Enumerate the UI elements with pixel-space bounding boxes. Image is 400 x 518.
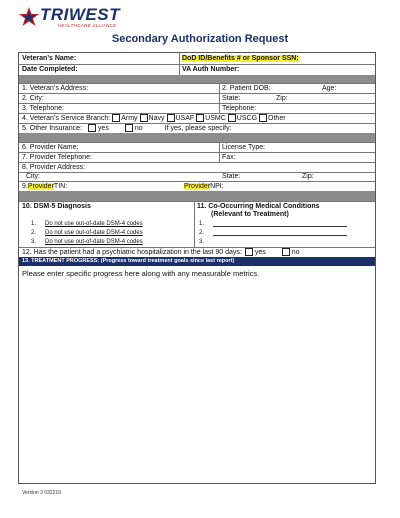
treatment-progress-prompt: Please enter specific progress here along with any measurable metrics. [22,269,260,278]
other-branch-checkbox[interactable] [259,114,267,122]
dsm5-item-num: 2. [31,229,37,236]
uscg-checkbox[interactable] [228,114,236,122]
usmc-label: USMC [205,114,226,122]
dsm5-item-text: Do not use out-of-date DSM-4 codes [45,238,143,245]
dsm5-item-text: Do not use out-of-date DSM-4 codes [45,229,143,236]
age-label: Age: [322,84,337,92]
provider-npi-field[interactable] [181,181,375,191]
hospitalization-no-checkbox[interactable] [282,248,290,256]
tin-prefix: 9. [22,182,28,190]
patient-dob-label: 2. Patient DOB: [222,84,271,92]
dsm5-list [31,219,143,246]
insurance-yes-label: yes [97,124,109,132]
provider-city-field[interactable] [23,172,219,181]
insurance-no-label: no [134,124,143,132]
hospitalization-field [19,247,375,257]
dsm5-item[interactable] [31,228,143,237]
co-occurring-list [199,219,347,246]
tin-label: TIN: [53,182,68,190]
navy-checkbox[interactable] [140,114,148,122]
veterans-name-field[interactable] [19,53,179,64]
veterans-name-label: Veteran’s Name: [22,55,77,62]
insurance-yes-checkbox[interactable] [88,124,96,132]
veteran-city-field[interactable] [19,93,219,103]
veteran-telephone2-field[interactable] [219,103,375,113]
army-checkbox[interactable] [112,114,120,122]
license-type-label: License Type: [222,143,266,151]
veteran-zip-field[interactable] [273,93,375,103]
usmc-checkbox[interactable] [196,114,204,122]
veteran-state-label: State: [222,94,241,102]
co-occurring-heading-2: (Relevant to Treatment) [211,211,289,218]
navy-label: Navy [148,114,165,122]
triwest-logo [18,5,138,31]
provider-zip-label: Zip: [302,173,314,180]
co-occurring-num: 3. [199,238,205,245]
dsm5-heading-text: 10. DSM-5 Diagnosis [22,202,91,210]
treatment-progress-header [19,257,375,266]
veteran-telephone2-label: Telephone: [222,104,257,112]
usaf-label: USAF [175,114,195,122]
hospitalization-yes-label: yes [254,248,266,256]
insurance-specify-label: If yes, please specify: [164,124,232,132]
veteran-address-field[interactable] [19,83,219,93]
uscg-label: USCG [236,114,258,122]
authorization-form [18,52,376,484]
dsm5-item[interactable] [31,237,143,246]
provider-name-field[interactable] [19,142,219,152]
dsm5-heading [19,201,189,211]
hospitalization-no-label: no [291,248,300,256]
dod-id-label: DoD ID/Benefits # or Sponsor SSN: [182,55,299,62]
other-insurance-field [19,123,375,133]
logo-tagline: HEALTHCARE ALLIANCE [58,23,117,28]
veteran-state-field[interactable] [219,93,273,103]
npi-label: NPI: [210,182,224,190]
usaf-checkbox[interactable] [167,114,175,122]
diagnosis-row [19,201,375,248]
provider-telephone-field[interactable] [19,152,219,162]
dsm5-item-num: 3. [31,238,37,245]
dsm5-item-num: 1. [31,220,37,227]
license-type-field[interactable] [219,142,375,152]
page-title: Secondary Authorization Request [111,33,289,45]
service-branch-field [19,113,375,123]
provider-address-label: 8. Provider Address: [22,163,86,171]
provider-state-field[interactable] [219,172,299,181]
hospitalization-question: 12. Has the patient had a psychiatric hospitalization in the last 90 days: [22,248,242,256]
dsm5-item-text: Do not use out-of-date DSM-4 codes [45,220,143,227]
co-occurring-heading-1: 11. Co-Occurring Medical Conditions [197,203,320,210]
veteran-zip-label: Zip: [276,94,288,102]
provider-fax-field[interactable] [219,152,375,162]
tin-highlight: Provider [27,182,54,190]
co-occurring-num: 2. [199,229,205,236]
co-occurring-heading [197,203,320,218]
service-branch-label: 4. Veteran’s Service Branch: [22,114,111,122]
date-completed-field[interactable] [19,64,179,75]
provider-state-label: State: [222,173,241,180]
version-label: Version 3 032219 [22,490,61,496]
star-icon [18,6,40,28]
patient-dob-field[interactable] [219,83,319,93]
co-occurring-num: 1. [199,220,205,227]
veteran-city-label: 2. City: [22,94,44,102]
treatment-progress-heading: 13. TREATMENT PROGRESS: (Progress toward treatment goals since last report) [22,258,235,264]
provider-tin-field[interactable] [19,181,181,191]
provider-name-label: 6. Provider Name: [22,143,79,151]
logo-brand: TRIWEST [40,5,120,24]
provider-telephone-label: 7. Provider Telephone: [22,153,92,161]
co-occurring-item[interactable] [199,228,347,237]
va-auth-field[interactable] [179,64,375,75]
hospitalization-yes-checkbox[interactable] [245,248,253,256]
other-insurance-label: 5. Other Insurance: [22,124,82,132]
co-occurring-item[interactable] [199,219,347,228]
provider-fax-label: Fax: [222,153,236,161]
date-completed-label: Date Completed: [22,66,78,73]
provider-address-field[interactable] [19,162,375,172]
va-auth-label: VA Auth Number: [182,66,240,73]
other-branch-label: Other [268,114,286,122]
npi-highlight: Provider [184,182,211,190]
provider-city-label: City: [26,173,40,180]
treatment-progress-textarea[interactable] [22,269,372,481]
dod-id-field[interactable] [179,53,375,64]
veteran-address-label: 1. Veteran’s Address: [22,84,89,92]
provider-zip-field[interactable] [299,172,375,181]
insurance-no-checkbox[interactable] [125,124,133,132]
army-label: Army [121,114,138,122]
dsm5-item[interactable] [31,219,143,228]
veteran-telephone-field[interactable] [19,103,219,113]
co-occurring-item[interactable] [199,237,347,246]
age-field[interactable] [319,83,375,93]
veteran-telephone-label: 3. Telephone: [22,104,64,112]
